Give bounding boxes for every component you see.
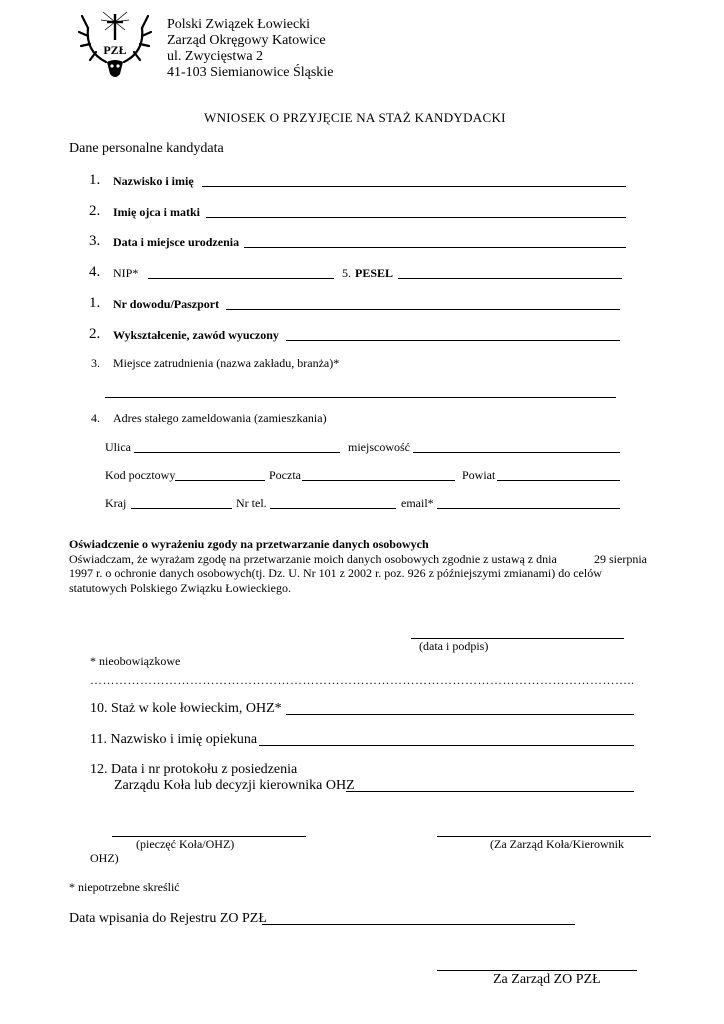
surname-name-field[interactable]	[202, 186, 626, 187]
club-internship-label: 10. Staż w kole łowieckim, OHZ*	[90, 701, 282, 716]
street-field[interactable]	[134, 452, 340, 453]
birth-date-place-label: Data i miejsce urodzenia	[113, 235, 240, 249]
field-number: 2.	[89, 326, 101, 342]
form-title: WNIOSEK O PRZYJĘCIE NA STAŻ KANDYDACKI	[204, 110, 506, 125]
field-number: 3.	[89, 233, 101, 249]
parents-names-field[interactable]	[206, 217, 626, 218]
email-field[interactable]	[437, 508, 620, 509]
consent-heading: Oświadczenie o wyrażeniu zgody na przetwarzanie danych osobowych	[69, 537, 429, 551]
strike-note: * niepotrzebne skreślić	[69, 880, 180, 894]
county-label: Powiat	[462, 468, 496, 482]
consent-text-line-2: 1997 r. o ochronie danych osobowych(tj. Dz. U. Nr 101 z 2002 r. poz. 926 z późniejszymi zmianami) do celów	[69, 566, 602, 580]
field-number: 1.	[89, 172, 101, 188]
field-number: 1.	[89, 295, 101, 311]
address-label: Adres stałego zameldowania (zamieszkania)	[113, 411, 327, 425]
nip-field[interactable]	[148, 278, 334, 279]
mentor-name-field[interactable]	[259, 745, 634, 746]
surname-name-label: Nazwisko i imię	[113, 174, 194, 188]
country-label: Kraj	[105, 496, 127, 510]
field-number: 4.	[89, 264, 101, 280]
protocol-label-line-1: 12. Data i nr protokołu z posiedzenia	[90, 762, 298, 777]
field-number: 4.	[91, 411, 100, 425]
employment-field[interactable]	[105, 397, 616, 398]
postal-code-label: Kod pocztowy	[105, 468, 176, 482]
post-office-label: Poczta	[269, 468, 301, 482]
town-field[interactable]	[413, 452, 620, 453]
pesel-label: PESEL	[355, 266, 394, 280]
consent-text-line-1: Oświadczam, że wyrażam zgodę na przetwarzanie moich danych osobowych zgodnie z ustawą z dnia	[69, 552, 557, 566]
nip-label: NIP*	[113, 266, 139, 280]
board-signature-label: (Za Zarząd Koła/Kierownik	[490, 837, 624, 851]
field-number: 5.	[342, 266, 351, 280]
protocol-label-line-2: Zarządu Koła lub decyzji kierownika OHZ	[114, 778, 355, 793]
country-field[interactable]	[131, 508, 232, 509]
education-profession-field[interactable]	[286, 340, 620, 341]
id-passport-label: Nr dowodu/Paszport	[113, 297, 220, 311]
svg-text:PZŁ: PZŁ	[103, 43, 127, 57]
education-profession-label: Wykształcenie, zawód wyuczony	[113, 328, 279, 342]
field-number: 2.	[89, 203, 101, 219]
field-number: 3.	[91, 356, 100, 370]
org-street: ul. Zwycięstwa 2	[167, 49, 264, 64]
section-personal-heading: Dane personalne kandydata	[69, 141, 224, 156]
org-city: 41-103 Siemianowice Śląskie	[167, 65, 334, 80]
id-passport-field[interactable]	[226, 309, 620, 310]
phone-label: Nr tel.	[236, 496, 267, 510]
street-label: Ulica	[105, 440, 131, 454]
district-board-signature-field[interactable]	[437, 970, 637, 971]
mentor-name-label: 11. Nazwisko i imię opiekuna	[90, 732, 258, 747]
email-label: email*	[401, 496, 434, 510]
county-field[interactable]	[497, 480, 620, 481]
parents-names-label: Imię ojca i matki	[113, 205, 200, 219]
town-label: miejscowość	[348, 440, 410, 454]
registry-date-label: Data wpisania do Rejestru ZO PZŁ	[69, 911, 267, 926]
signature-label: (data i podpis)	[419, 639, 489, 653]
stamp-label: (pieczęć Koła/OHZ)	[136, 837, 235, 851]
postal-code-field[interactable]	[175, 480, 265, 481]
club-internship-field[interactable]	[286, 714, 634, 715]
birth-date-place-field[interactable]	[244, 247, 626, 248]
org-name: Polski Związek Łowiecki	[167, 17, 311, 32]
deer-antlers-cross-logo-icon	[76, 6, 154, 84]
protocol-field[interactable]	[346, 791, 634, 792]
board-signature-label-cont: OHZ)	[90, 851, 119, 865]
dotted-separator: …………………………………………………………………………………………………………………..	[90, 673, 635, 687]
consent-date: 29 sierpnia	[594, 552, 647, 566]
phone-field[interactable]	[270, 508, 396, 509]
employment-label: Miejsce zatrudnienia (nazwa zakładu, branża)*	[113, 356, 340, 370]
pesel-field[interactable]	[398, 278, 622, 279]
optional-note: * nieobowiązkowe	[90, 654, 181, 668]
post-office-field[interactable]	[302, 480, 455, 481]
district-board-signature-label: Za Zarząd ZO PZŁ	[493, 972, 601, 987]
registry-date-field[interactable]	[262, 924, 575, 925]
org-branch: Zarząd Okręgowy Katowice	[167, 33, 326, 48]
consent-text-line-3: statutowych Polskiego Związku Łowieckiego.	[69, 581, 291, 595]
